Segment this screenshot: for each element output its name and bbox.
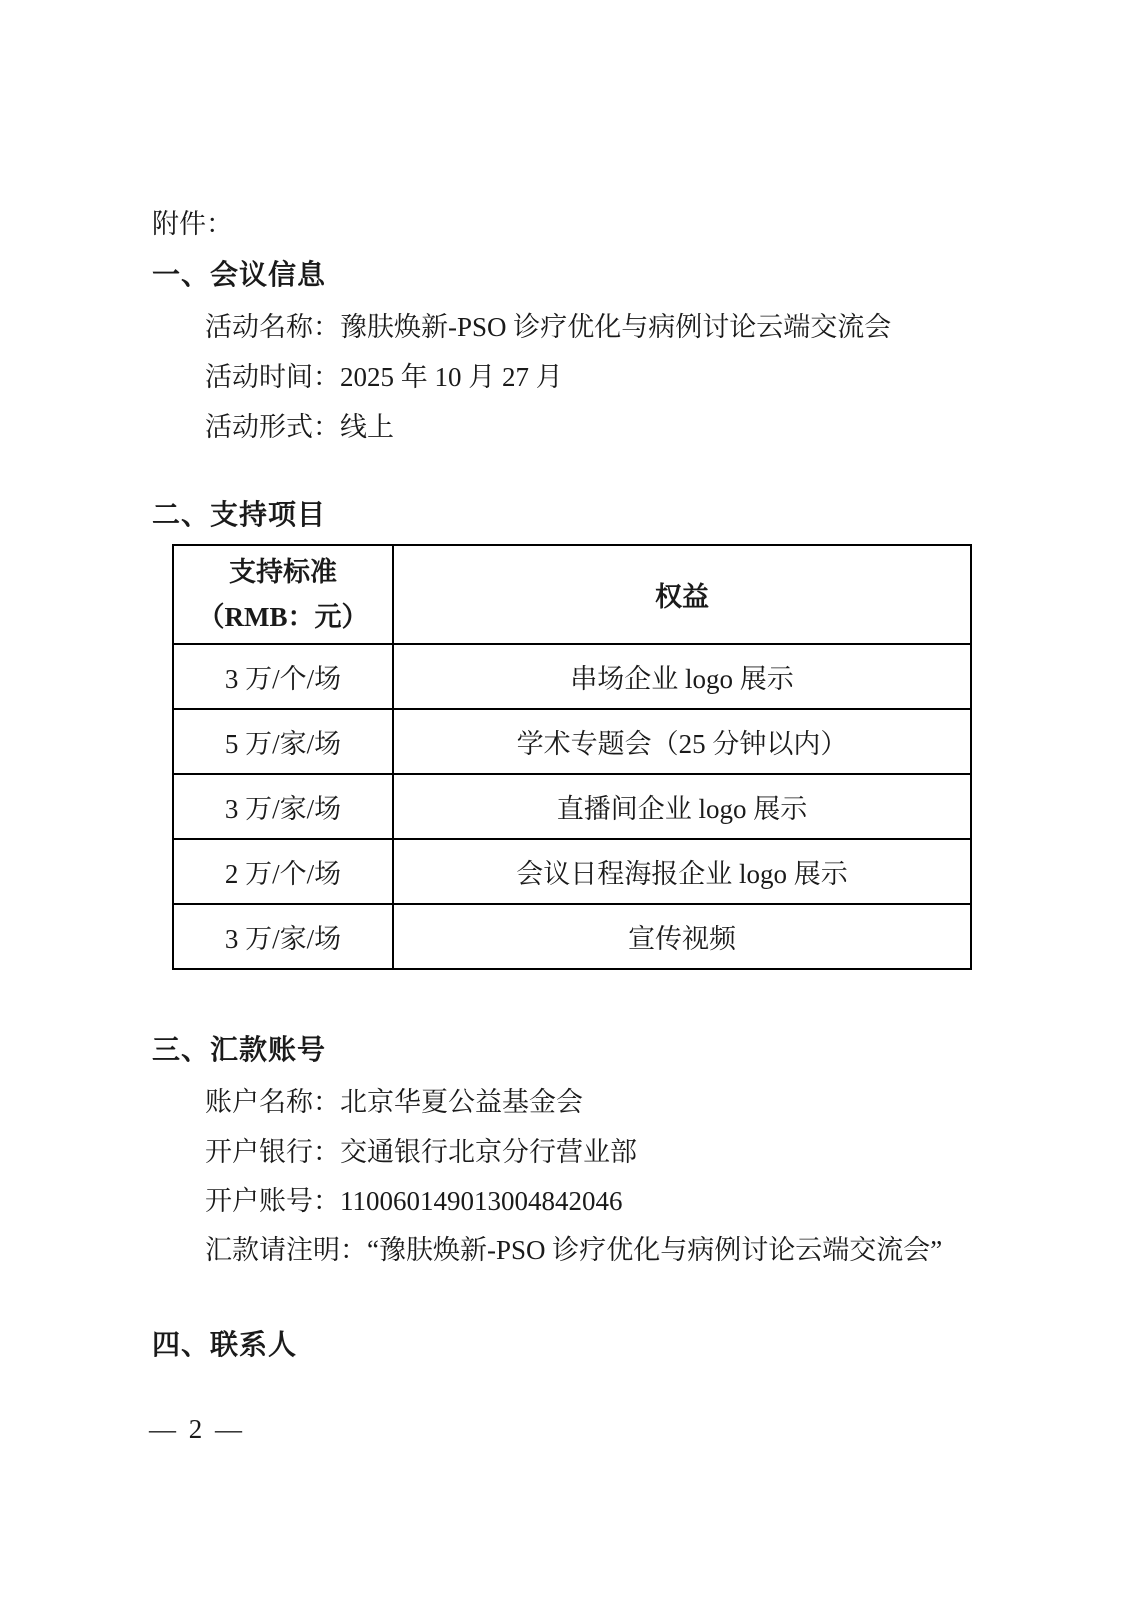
table-row	[173, 709, 971, 774]
cell-benefit: 串场企业 logo 展示	[393, 644, 971, 709]
cell-standard: 3 万/家/场	[173, 774, 393, 839]
meeting-info-activity-format: 活动形式：线上	[205, 412, 394, 442]
table-row	[173, 774, 971, 839]
support-tiers-table	[172, 544, 972, 970]
section-heading-meeting-info: 一、会议信息	[152, 260, 327, 291]
table-header-benefit: 权益	[393, 545, 971, 644]
attachment-label: 附件：	[152, 209, 233, 239]
cell-standard: 3 万/家/场	[173, 904, 393, 969]
table-header-standard-line1: 支持标准	[229, 556, 337, 587]
meeting-info-activity-name: 活动名称：豫肤焕新-PSO 诊疗优化与病例讨论云端交流会	[205, 312, 892, 342]
remittance-account-number: 开户账号：110060149013004842046	[205, 1186, 623, 1216]
cell-standard: 2 万/个/场	[173, 839, 393, 904]
remittance-note: 汇款请注明：“豫肤焕新-PSO 诊疗优化与病例讨论云端交流会”	[205, 1235, 943, 1265]
section-heading-contact-person: 四、联系人	[152, 1330, 298, 1361]
cell-benefit: 会议日程海报企业 logo 展示	[393, 839, 971, 904]
cell-benefit: 学术专题会（25 分钟以内）	[393, 709, 971, 774]
cell-benefit: 宣传视频	[393, 904, 971, 969]
page-number: — 2 —	[149, 1414, 245, 1444]
cell-standard: 5 万/家/场	[173, 709, 393, 774]
section-heading-remittance-account: 三、汇款账号	[152, 1035, 327, 1066]
remittance-account-name: 账户名称：北京华夏公益基金会	[205, 1087, 583, 1117]
remittance-bank: 开户银行：交通银行北京分行营业部	[205, 1137, 637, 1167]
table-header-standard	[173, 545, 393, 644]
cell-standard: 3 万/个/场	[173, 644, 393, 709]
table-header-row	[173, 545, 971, 644]
table-header-standard-line2: （RMB：元）	[197, 601, 369, 632]
meeting-info-activity-time: 活动时间：2025 年 10 月 27 月	[205, 362, 563, 392]
table-row	[173, 644, 971, 709]
section-heading-support-items: 二、支持项目	[152, 500, 327, 531]
cell-benefit: 直播间企业 logo 展示	[393, 774, 971, 839]
table-row	[173, 839, 971, 904]
table-row	[173, 904, 971, 969]
